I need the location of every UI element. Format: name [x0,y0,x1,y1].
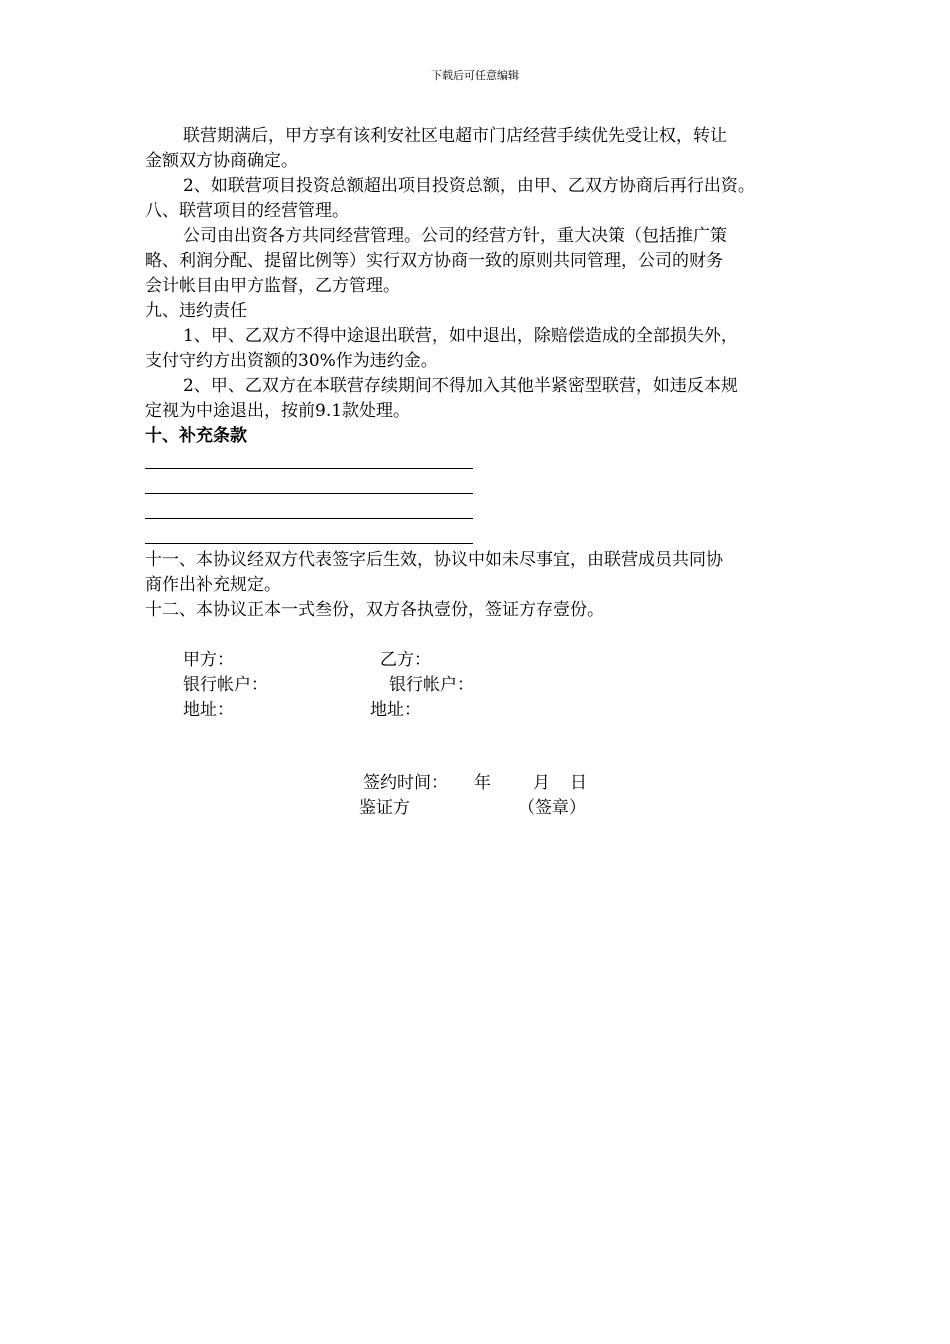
bank-account-a-label: 银行帐户： [183,675,268,695]
paragraph-line: 联营期满后，甲方享有该利安社区电超市门店经营手续优先受让权，转让 [183,126,727,146]
month-label: 月 [533,773,550,793]
paragraph-line: 2、甲、乙双方在本联营存续期间不得加入其他半紧密型联营，如违反本规 [183,376,738,396]
section-heading-bold: 十、补充条款 [145,426,247,446]
paragraph-line: 1、甲、乙双方不得中途退出联营，如中退出，除赔偿造成的全部损失外， [183,326,738,346]
paragraph-line: 十二、本协议正本一式叁份，双方各执壹份，签证方存壹份。 [145,600,604,620]
paragraph-line: 支付守约方出资额的30%作为违约金。 [145,351,438,371]
paragraph-line: 金额双方协商确定。 [145,151,298,171]
blank-fill-line [145,543,473,544]
paragraph-line: 十一、本协议经双方代表签字后生效，协议中如未尽事宜，由联营成员共同协 [145,550,723,570]
day-label: 日 [570,773,587,793]
blank-fill-line [145,468,473,469]
party-b-label: 乙方： [380,650,431,670]
blank-fill-line [145,493,473,494]
bank-account-b-label: 银行帐户： [389,675,474,695]
section-heading: 八、联营项目的经营管理。 [145,201,349,221]
paragraph-line: 公司由出资各方共同经营管理。公司的经营方针，重大决策（包括推广策 [183,226,727,246]
paragraph-line: 会计帐目由甲方监督，乙方管理。 [145,276,400,296]
section-heading: 九、违约责任 [145,301,247,321]
paragraph-line: 2、如联营项目投资总额超出项目投资总额，由甲、乙双方协商后再行出资。 [183,176,755,196]
paragraph-line: 定视为中途退出，按前9.1款处理。 [145,401,411,421]
page-header: 下载后可任意编辑 [431,69,519,82]
address-a-label: 地址： [183,700,234,720]
seal-label: （签章） [518,798,586,818]
paragraph-line: 商作出补充规定。 [145,575,281,595]
blank-fill-line [145,518,473,519]
paragraph-line: 略、利润分配、提留比例等）实行双方协商一致的原则共同管理，公司的财务 [145,251,723,271]
address-b-label: 地址： [370,700,421,720]
party-a-label: 甲方： [183,650,234,670]
sign-time-label: 签约时间： [363,773,448,793]
year-label: 年 [474,773,491,793]
notary-label: 鉴证方 [359,798,410,818]
